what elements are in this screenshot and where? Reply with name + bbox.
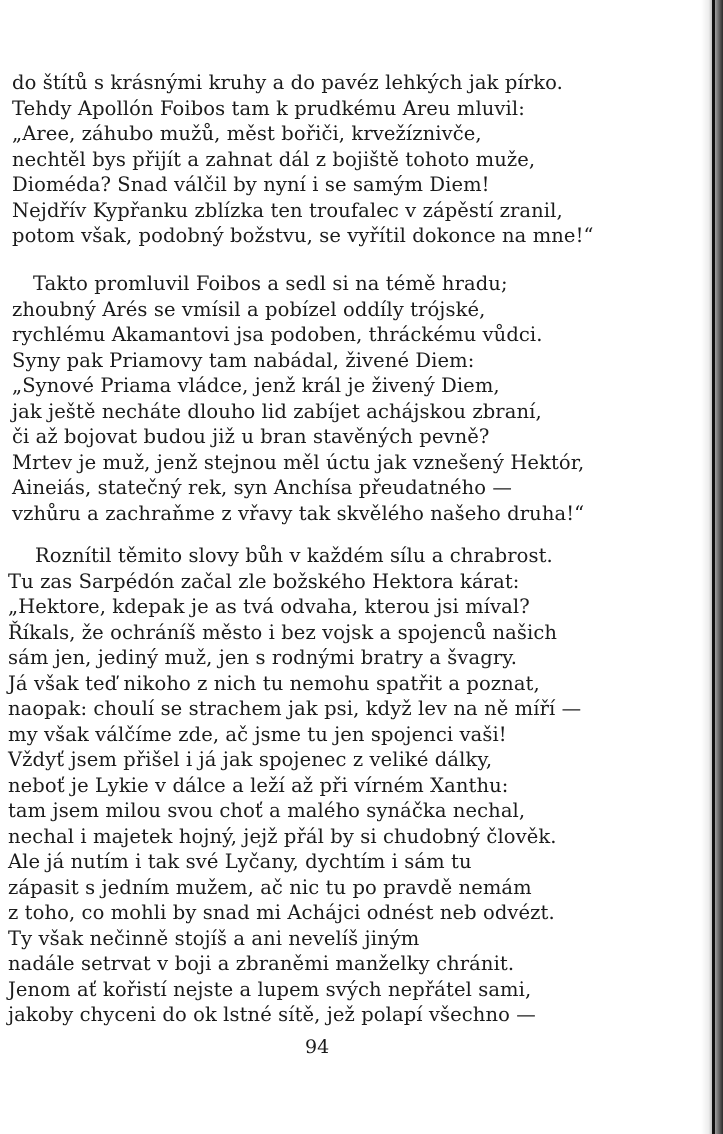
verse-line: „Synové Priama vládce, jenž král je živený Diem,: [12, 374, 500, 397]
stanza-3: [8, 543, 608, 1028]
page-number: 94: [305, 1036, 330, 1058]
verse-line: či až bojovat budou již u bran stavěných pevně?: [12, 425, 490, 448]
page-edge-line: [712, 0, 715, 1134]
verse-line: Tu zas Sarpédón začal zle božského Hektora kárat:: [8, 569, 520, 593]
verse-line: sám jen, jediný muž, jen s rodnými bratry a švagry.: [8, 646, 518, 669]
verse-line: Ty však nečinně stojíš a ani nevelíš jiným: [8, 926, 420, 950]
verse-line: Říkals, že ochráníš město i bez vojsk a spojenců našich: [8, 620, 558, 644]
verse-line: Jenom ať kořistí nejste a lupem svých nepřátel sami,: [8, 977, 532, 1001]
verse-line: jakoby chyceni do ok lstné sítě, jež polapí všechno —: [8, 1003, 536, 1026]
verse-line: Syny pak Priamovy tam nabádal, živené Diem:: [12, 348, 475, 372]
verse-line: jak ještě necháte dlouho lid zabíjet achájskou zbraní,: [12, 399, 542, 423]
verse-line: vzhůru a zachraňme z vřavy tak skvělého našeho druha!“: [12, 501, 585, 525]
stanza-1: [12, 70, 612, 249]
verse-line: nadále setrvat v boji a zbraněmi manželky chránit.: [8, 952, 515, 975]
verse-line: Tehdy Apollón Foibos tam k prudkému Areu mluvil:: [12, 96, 525, 120]
verse-line: zápasit s jedním mužem, ač nic tu po pravdě nemám: [8, 875, 532, 899]
verse-line: zhoubný Arés se vmísil a pobízel oddíly trójské,: [12, 297, 486, 321]
verse-line: do štítů s krásnými kruhy a do pavéz lehkých jak pírko.: [12, 71, 563, 94]
verse-line: Aineiás, statečný rek, syn Anchísa přeudatného —: [12, 476, 513, 499]
verse-line: Ale já nutím i tak své Lyčany, dychtím i sám tu: [8, 850, 472, 873]
verse-line: tam jsem milou svou choť a malého synáčka nechal,: [8, 799, 526, 822]
verse-line: rychlému Akamantovi jsa podoben, thráckému vůdci.: [12, 323, 543, 346]
verse-line: nechtěl bys přijít a zahnat dál z bojiště tohoto muže,: [12, 147, 536, 171]
verse-line: Vždyť jsem přišel i já jak spojenec z veliké dálky,: [8, 748, 493, 771]
verse-line: potom však, podobný božstvu, se vyřítil dokonce na mne!“: [12, 224, 594, 247]
verse-line: Mrtev je muž, jenž stejnou měl úctu jak vznešený Hektór,: [12, 450, 585, 474]
verse-line: „Hektore, kdepak je as tvá odvaha, kterou jsi míval?: [8, 595, 530, 618]
verse-line: Dioméda? Snad válčil by nyní i se samým Diem!: [12, 173, 490, 196]
verse-line: Já však teď nikoho z nich tu nemohu spatřit a poznat,: [8, 671, 540, 695]
verse-line: naopak: choulí se strachem jak psi, když lev na ně míří —: [8, 697, 582, 720]
verse-line: Roznítil těmito slovy bůh v každém sílu a chrabrost.: [35, 544, 553, 567]
verse-line: nechal i majetek hojný, jejž přál by si chudobný člověk.: [8, 824, 557, 848]
verse-line: Takto promluvil Foibos a sedl si na témě hradu;: [33, 272, 508, 295]
stanza-2: [12, 271, 612, 526]
verse-line: neboť je Lykie v dálce a leží až při vírném Xanthu:: [8, 773, 509, 797]
verse-line: Nejdřív Kypřanku zblízka ten troufalec v zápěstí zranil,: [12, 198, 563, 222]
verse-line: „Aree, záhubo mužů, měst bořiči, krvežíznivče,: [12, 122, 482, 145]
verse-line: my však válčíme zde, ač jsme tu jen spojenci vaši!: [8, 722, 507, 746]
verse-line: z toho, co mohli by snad mi Achájci odnést neb odvézt.: [8, 901, 555, 924]
